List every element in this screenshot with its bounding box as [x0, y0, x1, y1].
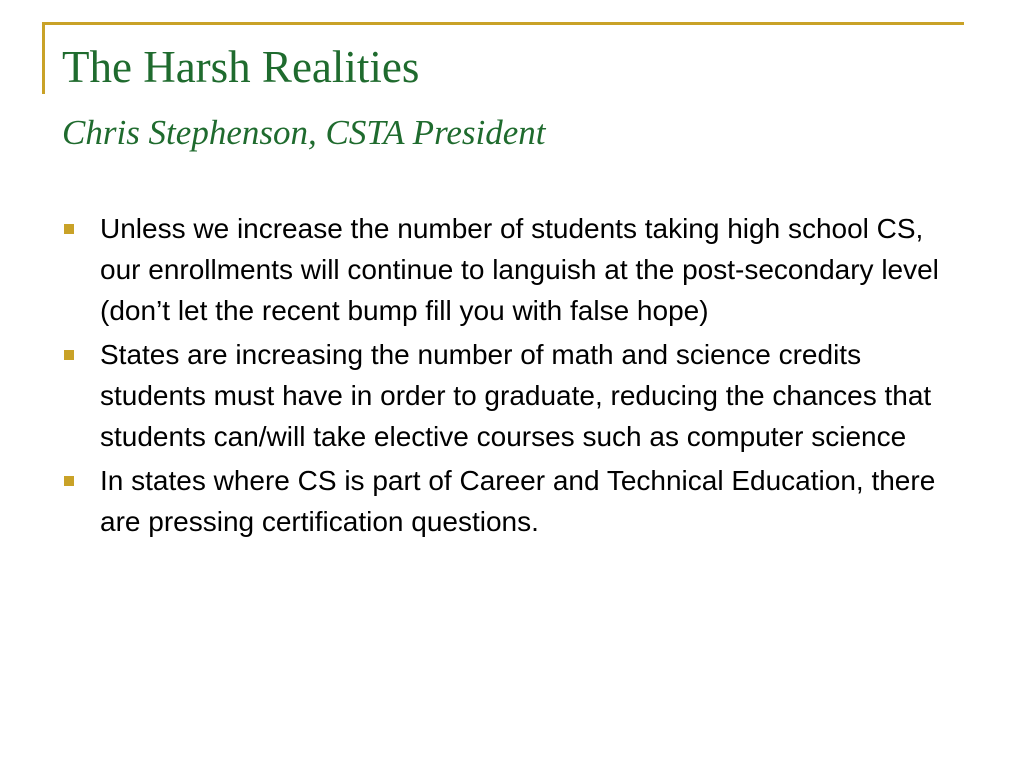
decorative-frame-top: [42, 22, 964, 25]
bullet-text: In states where CS is part of Career and Technical Education, there are pressing certification questions.: [100, 465, 936, 537]
slide-subtitle: Chris Stephenson, CSTA President: [62, 113, 546, 152]
bullet-text: States are increasing the number of math and science credits students must have in order to graduate, reducing the chances that students can/will take elective courses such as computer science: [100, 339, 932, 452]
square-bullet-icon: [64, 350, 74, 360]
bullet-item: [62, 460, 962, 542]
bullet-list: [62, 208, 962, 545]
square-bullet-icon: [64, 476, 74, 486]
slide-title: The Harsh Realities: [62, 42, 420, 92]
bullet-item: [62, 208, 962, 331]
square-bullet-icon: [64, 224, 74, 234]
bullet-text: Unless we increase the number of students taking high school CS, our enrollments will continue to languish at the post-secondary level (don’t let the recent bump fill you with false hope): [100, 213, 939, 326]
decorative-frame-left: [42, 22, 45, 94]
bullet-item: [62, 334, 962, 457]
